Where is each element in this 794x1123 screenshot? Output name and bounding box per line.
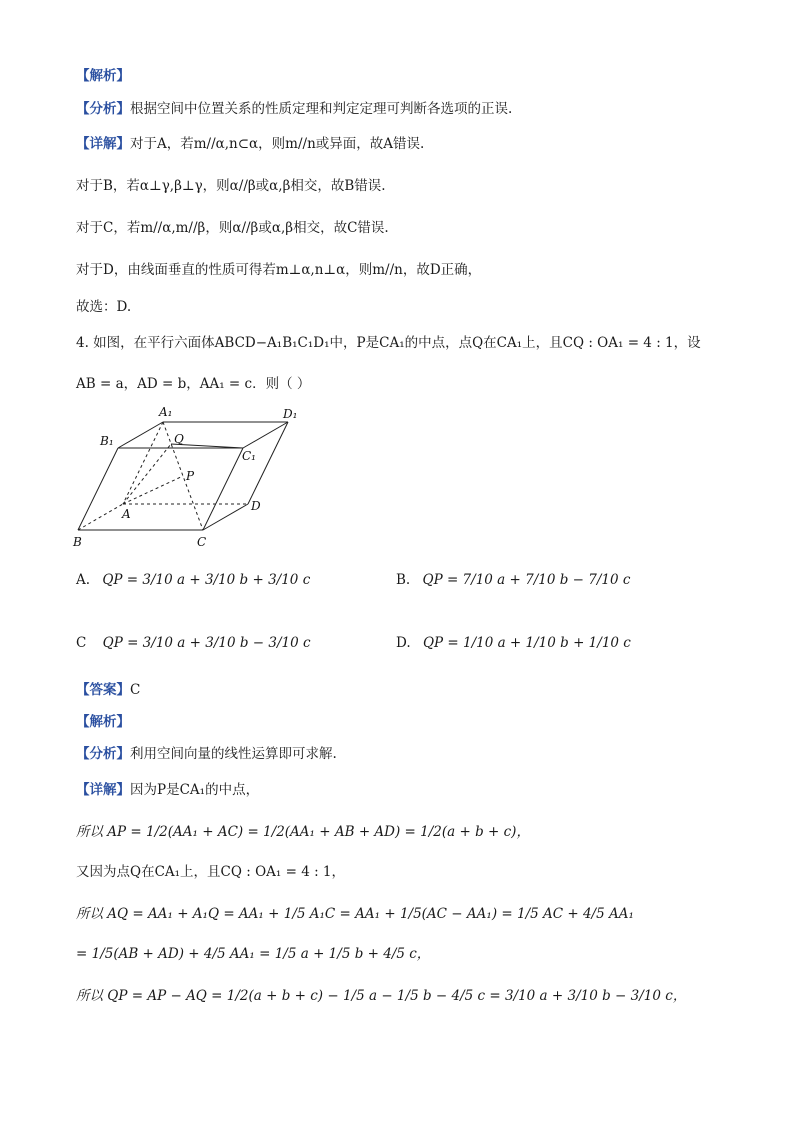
option-a	[76, 570, 310, 590]
analysis-text: 根据空间中位置关系的性质定理和判定定理可判断各选项的正误.	[130, 101, 513, 117]
segment-a-q	[123, 444, 171, 504]
detail-tag-q4: 【详解】	[76, 782, 130, 798]
option-a-label: A.	[76, 572, 91, 588]
label-B1: B₁	[100, 434, 114, 448]
analysis-header-prev: 【解析】	[76, 68, 130, 84]
edge-a1-a	[123, 422, 163, 504]
edge-d1-d	[248, 422, 288, 504]
answer-tag: 【答案】	[76, 682, 130, 698]
analysis-line-prev	[76, 99, 512, 119]
label-A: A	[122, 507, 131, 521]
detail-line-a	[76, 134, 424, 154]
detail-c-text: 对于C，若m//α,m//β，则α//β或α,β相交，故C错误.	[76, 220, 389, 236]
option-d	[396, 633, 631, 653]
choice-text: 故选：D.	[76, 299, 132, 315]
label-P: P	[186, 469, 195, 483]
analysis-header-q4: 【解析】	[76, 714, 130, 730]
option-b-expr: QP = 7/10 a + 7/10 b − 7/10 c	[422, 572, 631, 588]
question4-stem-line1: 4. 如图，在平行六面体ABCD−A₁B₁C₁D₁中，P是CA₁的中点，点Q在CA₁上，且CQ : OA₁ = 4 : 1，设	[76, 335, 701, 351]
solution-step-5: 所以 QP = AP − AQ = 1/2(a + b + c) − 1/5 a − 1/5 b − 4/5 c = 3/10 a + 3/10 b − 3/10 c，	[76, 988, 687, 1004]
label-B: B	[73, 535, 82, 549]
solution-step-1: 所以 AP = 1/2(AA₁ + AC) = 1/2(AA₁ + AB + AD) = 1/2(a + b + c)，	[76, 824, 530, 840]
label-D: D	[251, 499, 261, 513]
question4-stem-line2: AB = a，AD = b，AA₁ = c．则（ ）	[76, 376, 311, 392]
analysis-tag: 【分析】	[76, 101, 130, 117]
option-c	[76, 633, 311, 653]
answer-line	[76, 680, 140, 700]
detail-intro-line	[76, 780, 259, 800]
detail-d-text: 对于D，由线面垂直的性质可得若m⊥α,n⊥α，则m//n，故D正确，	[76, 262, 482, 278]
answer-value: C	[130, 682, 141, 698]
option-c-label: C	[76, 635, 87, 651]
option-c-expr: QP = 3/10 a + 3/10 b − 3/10 c	[102, 635, 311, 651]
solution-step-2: 又因为点Q在CA₁上，且CQ : OA₁ = 4 : 1，	[76, 864, 346, 880]
segment-a-p	[123, 476, 183, 504]
analysis-line-q4	[76, 744, 337, 764]
option-b	[396, 570, 630, 590]
option-d-label: D.	[396, 635, 411, 651]
label-D1: D₁	[283, 407, 298, 421]
label-C: C	[197, 535, 207, 549]
label-A1: A₁	[159, 405, 173, 419]
solution-step-4: = 1/5(AB + AD) + 4/5 AA₁ = 1/5 a + 1/5 b + 4/5 c，	[76, 946, 431, 962]
analysis-text-q4: 利用空间向量的线性运算即可求解.	[130, 746, 337, 762]
edge-b1-b	[78, 448, 118, 530]
edge-c1-c	[203, 448, 243, 530]
option-a-expr: QP = 3/10 a + 3/10 b + 3/10 c	[102, 572, 311, 588]
parallelepiped-figure	[70, 400, 310, 550]
solution-step-3: 所以 AQ = AA₁ + A₁Q = AA₁ + 1/5 A₁C = AA₁ + 1/5(AC − AA₁) = 1/5 AC + 4/5 AA₁	[76, 906, 634, 922]
detail-intro: 因为P是CA₁的中点，	[130, 782, 260, 798]
option-b-label: B.	[396, 572, 411, 588]
analysis-tag-q4: 【分析】	[76, 746, 130, 762]
detail-b-text: 对于B，若α⊥γ,β⊥γ，则α//β或α,β相交，故B错误.	[76, 178, 386, 194]
label-Q: Q	[174, 432, 184, 446]
label-C1: C₁	[242, 449, 256, 463]
detail-a-text: 对于A，若m//α,n⊂α，则m//n或异面，故A错误.	[130, 136, 425, 152]
detail-tag: 【详解】	[76, 136, 130, 152]
option-d-expr: QP = 1/10 a + 1/10 b + 1/10 c	[422, 635, 631, 651]
